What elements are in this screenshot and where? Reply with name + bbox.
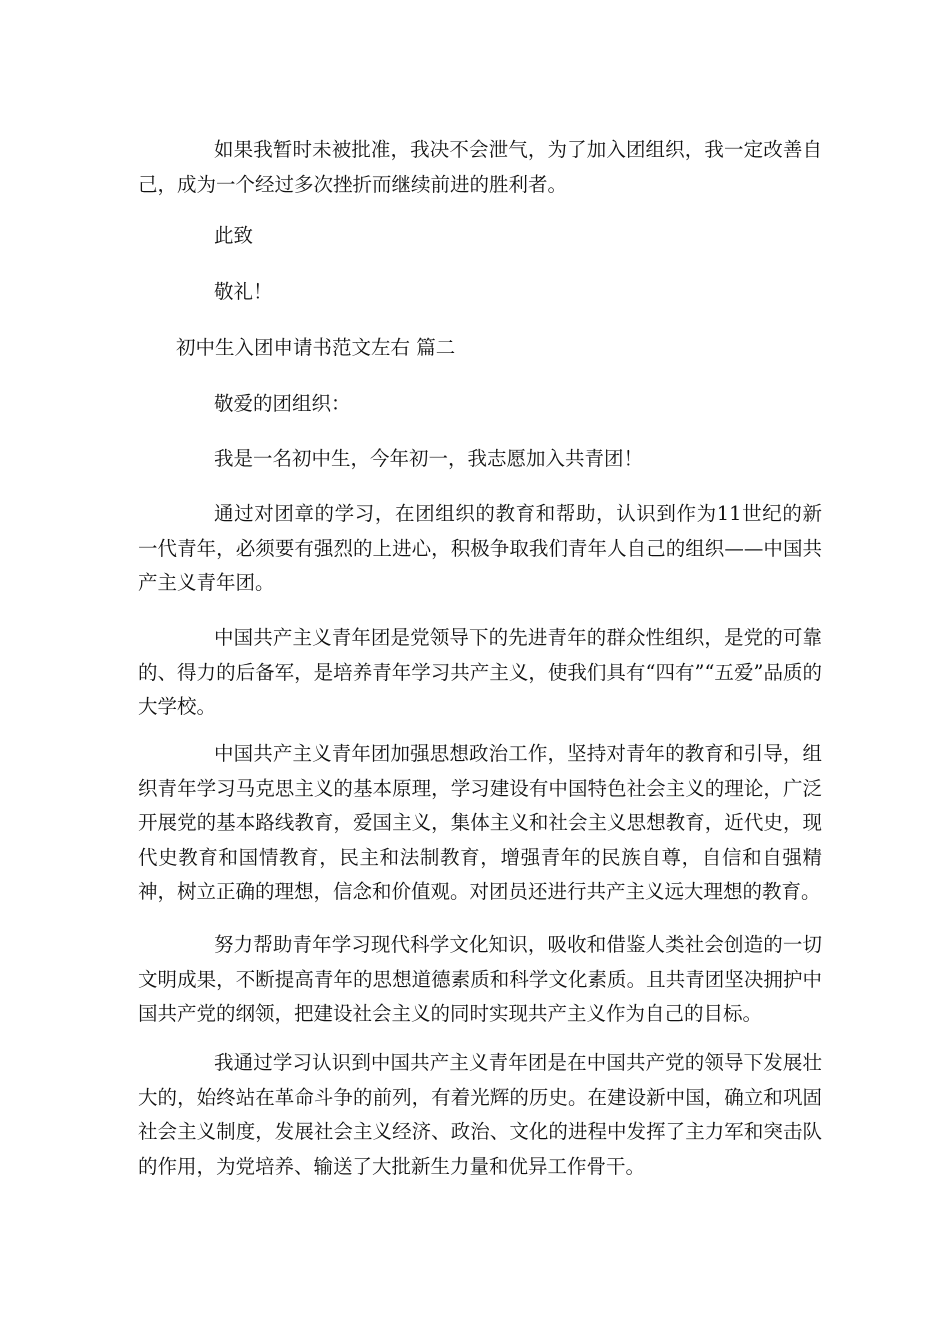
paragraph-organization: 中国共产主义青年团是党领导下的先进青年的群众性组织，是党的可靠的、得力的后备军，是培养青年学习共产主义，使我们具有“四有”“五爱”品质的大学校。 — [138, 626, 822, 718]
paragraph-political-work: 中国共产主义青年团加强思想政治工作，坚持对青年的教育和引导，组织青年学习马克思主义的基本原理，学习建设有中国特色社会主义的理论，广泛开展党的基本路线教育，爱国主义，集体主义和社会主义思想教育，近代史，现代史教育和国情教育，民主和法制教育，增强青年的民族自尊，自信和自强精神，树立正确的理想，信念和价值观。对团员还进行共产主义远大理想的教育。 — [138, 742, 822, 903]
paragraph-culture: 努力帮助青年学习现代科学文化知识，吸收和借鉴人类社会创造的一切文明成果，不断提高青年的思想道德素质和科学文化素质。且共青团坚决拥护中国共产党的纲领，把建设社会主义的同时实现共产主义作为自己的目标。 — [138, 933, 822, 1025]
paragraph-greeting: 敬爱的团组织： — [214, 392, 351, 415]
paragraph-history: 我通过学习认识到中国共产主义青年团是在中国共产党的领导下发展壮大的，始终站在革命斗争的前列，有着光辉的历史。在建设新中国，确立和巩固社会主义制度，发展社会主义经济、政治、文化的进程中发挥了主力军和突击队的作用，为党培养、输送了大批新生力量和优异工作骨干。 — [138, 1051, 822, 1178]
paragraph-salutation-jingli: 敬礼！ — [214, 280, 273, 303]
paragraph-intro: 我是一名初中生，今年初一，我志愿加入共青团！ — [214, 447, 644, 470]
section-heading: 初中生入团申请书范文左右 篇二 — [176, 336, 456, 359]
paragraph-closing-statement: 如果我暂时未被批准，我决不会泄气，为了加入团组织，我一定改善自己，成为一个经过多次挫折而继续前进的胜利者。 — [138, 138, 822, 196]
paragraph-study: 通过对团章的学习，在团组织的教育和帮助，认识到作为11世纪的新一代青年，必须要有强烈的上进心，积极争取我们青年人自己的组织——中国共产主义青年团。 — [138, 502, 822, 594]
paragraph-salutation-cizhi: 此致 — [214, 224, 254, 247]
